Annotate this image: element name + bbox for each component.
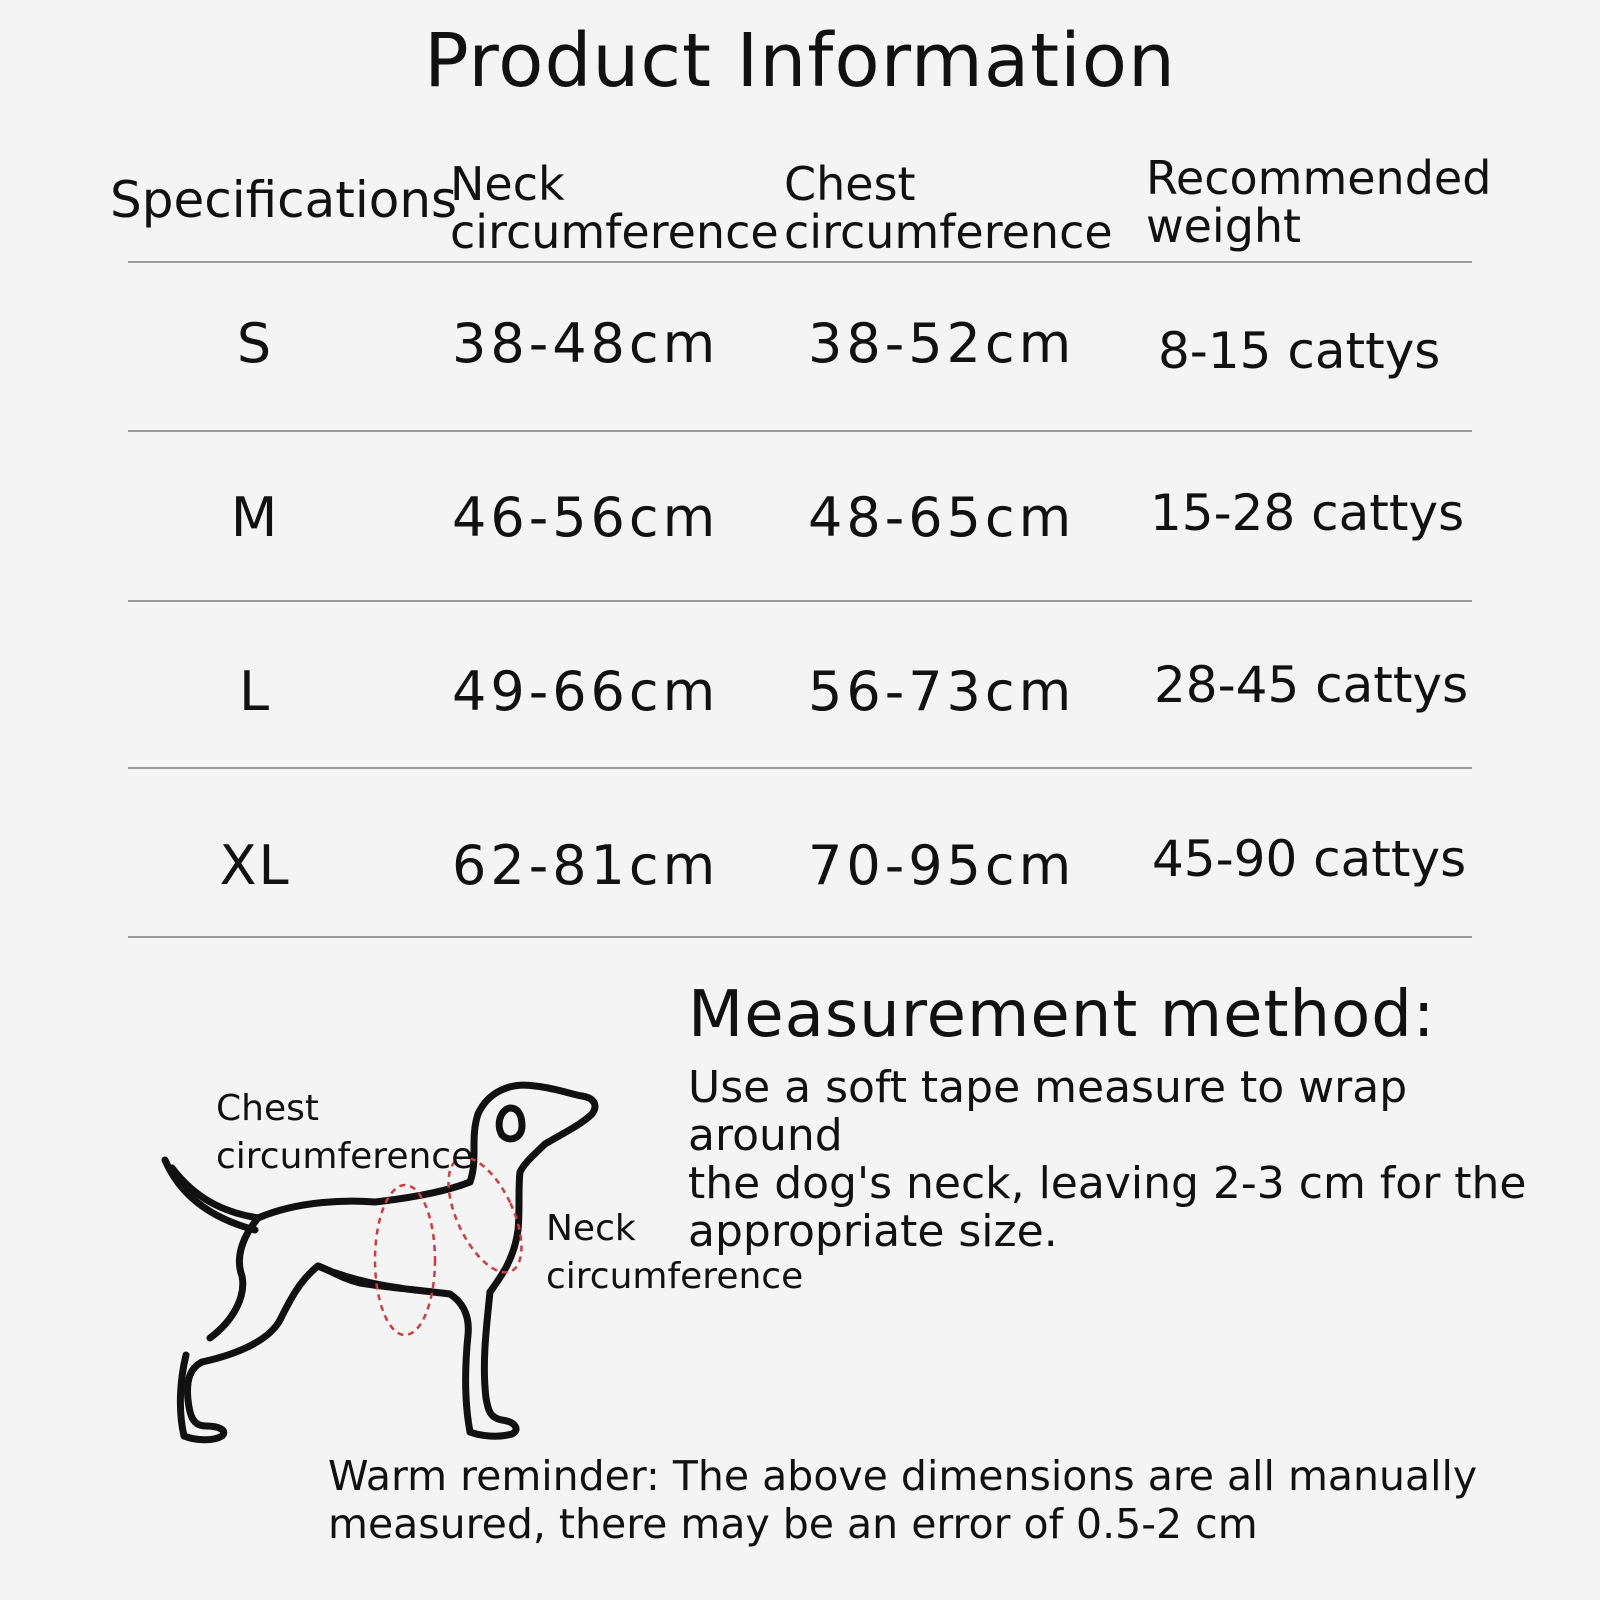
instruction-line: Use a soft tape measure to wrap around: [688, 1062, 1408, 1161]
warm-reminder: [328, 1452, 1508, 1548]
size-cell: XL: [219, 834, 291, 897]
page-title: Product Information: [424, 18, 1176, 104]
header-weight-line-1: Recommended: [1146, 151, 1492, 205]
chest-label-line-1: Chest: [216, 1088, 319, 1129]
chest-label-line-2: circumference: [216, 1136, 474, 1177]
measurement-method-title: Measurement method:: [688, 978, 1436, 1052]
weight-cell: 15-28 cattys: [1150, 484, 1465, 542]
header-neck-line-2: circumference: [450, 205, 779, 259]
chest-cell: 38-52cm: [808, 312, 1076, 375]
size-cell: M: [230, 486, 280, 549]
instruction-line: the dog's neck, leaving 2-3 cm for the: [688, 1158, 1527, 1209]
neck-cell: 49-66cm: [452, 660, 720, 723]
table-divider: [128, 767, 1472, 769]
table-divider: [128, 430, 1472, 432]
neck-circumference-label: [546, 1205, 803, 1301]
neck-cell: 38-48cm: [452, 312, 720, 375]
header-chest-circumference: [784, 157, 1113, 259]
reminder-line: Warm reminder: The above dimensions are all manually: [328, 1452, 1478, 1500]
header-chest-line-2: circumference: [784, 205, 1113, 259]
header-recommended-weight: [1146, 151, 1492, 253]
neck-cell: 46-56cm: [452, 486, 720, 549]
header-weight-line-2: weight: [1146, 199, 1302, 253]
header-specifications: Specifications: [110, 171, 458, 229]
weight-cell: 28-45 cattys: [1154, 656, 1469, 714]
instruction-line: appropriate size.: [688, 1206, 1058, 1257]
neck-cell: 62-81cm: [452, 834, 720, 897]
chest-cell: 70-95cm: [808, 834, 1076, 897]
table-divider: [128, 600, 1472, 602]
size-cell: S: [236, 312, 274, 375]
chest-cell: 56-73cm: [808, 660, 1076, 723]
neck-label-line-2: circumference: [546, 1256, 804, 1297]
header-neck-line-1: Neck: [450, 157, 565, 211]
header-neck-circumference: [450, 157, 779, 259]
weight-cell: 45-90 cattys: [1152, 830, 1467, 888]
weight-cell: 8-15 cattys: [1158, 322, 1441, 380]
chest-cell: 48-65cm: [808, 486, 1076, 549]
size-cell: L: [238, 660, 272, 723]
reminder-line: measured, there may be an error of 0.5-2 cm: [328, 1500, 1258, 1548]
neck-label-line-1: Neck: [546, 1208, 636, 1249]
table-divider: [128, 261, 1472, 263]
chest-circumference-label: [216, 1085, 473, 1181]
header-chest-line-1: Chest: [784, 157, 916, 211]
table-divider: [128, 936, 1472, 938]
measurement-instructions: [688, 1064, 1568, 1256]
